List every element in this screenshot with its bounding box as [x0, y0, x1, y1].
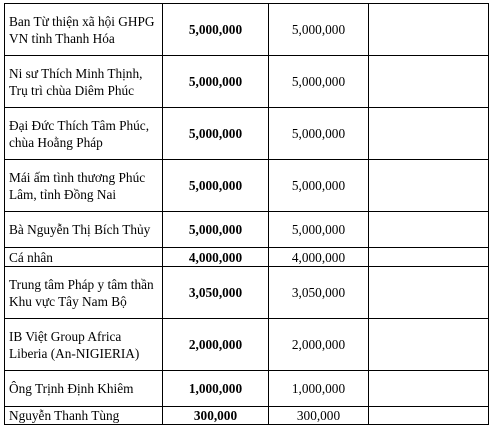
- amount-bold: 5,000,000: [163, 212, 269, 248]
- table-row: [5, 248, 489, 267]
- amount-bold: 2,000,000: [163, 319, 269, 371]
- empty-cell: [369, 212, 489, 248]
- amount-bold: 1,000,000: [163, 371, 269, 407]
- empty-cell: [369, 267, 489, 319]
- donor-name: Trung tâm Pháp y tâm thần Khu vực Tây Nam Bộ: [5, 267, 163, 319]
- empty-cell: [369, 371, 489, 407]
- empty-cell: [369, 407, 489, 425]
- amount-bold: 3,050,000: [163, 267, 269, 319]
- table-row: [5, 108, 489, 160]
- empty-cell: [369, 160, 489, 212]
- donor-name: Ban Từ thiện xã hội GHPG VN tỉnh Thanh Hóa: [5, 4, 163, 56]
- donor-name: Mái ấm tình thương Phúc Lâm, tỉnh Đồng Nai: [5, 160, 163, 212]
- amount: 5,000,000: [269, 108, 369, 160]
- empty-cell: [369, 248, 489, 267]
- empty-cell: [369, 4, 489, 56]
- amount-bold: 300,000: [163, 407, 269, 425]
- amount: 300,000: [269, 407, 369, 425]
- donation-table: [4, 3, 489, 425]
- amount: 5,000,000: [269, 4, 369, 56]
- table-row: [5, 160, 489, 212]
- amount-bold: 4,000,000: [163, 248, 269, 267]
- empty-cell: [369, 108, 489, 160]
- table-row: [5, 407, 489, 425]
- donor-name: Cá nhân: [5, 248, 163, 267]
- donor-name: Ni sư Thích Minh Thịnh, Trụ trì chùa Diêm Phúc: [5, 56, 163, 108]
- amount: 5,000,000: [269, 56, 369, 108]
- amount-bold: 5,000,000: [163, 160, 269, 212]
- amount: 5,000,000: [269, 160, 369, 212]
- donor-name: IB Việt Group Africa Liberia (An-NIGIERIA): [5, 319, 163, 371]
- table-row: [5, 4, 489, 56]
- amount: 1,000,000: [269, 371, 369, 407]
- table-row: [5, 319, 489, 371]
- amount: 5,000,000: [269, 212, 369, 248]
- empty-cell: [369, 56, 489, 108]
- table-row: [5, 267, 489, 319]
- donor-name: Ông Trịnh Định Khiêm: [5, 371, 163, 407]
- amount: 4,000,000: [269, 248, 369, 267]
- donor-name: Đại Đức Thích Tâm Phúc, chùa Hoằng Pháp: [5, 108, 163, 160]
- amount: 2,000,000: [269, 319, 369, 371]
- table-row: [5, 56, 489, 108]
- table-row: [5, 212, 489, 248]
- amount-bold: 5,000,000: [163, 108, 269, 160]
- amount-bold: 5,000,000: [163, 4, 269, 56]
- amount-bold: 5,000,000: [163, 56, 269, 108]
- amount: 3,050,000: [269, 267, 369, 319]
- donor-name: Nguyễn Thanh Tùng: [5, 407, 163, 425]
- empty-cell: [369, 319, 489, 371]
- table-row: [5, 371, 489, 407]
- donor-name: Bà Nguyễn Thị Bích Thủy: [5, 212, 163, 248]
